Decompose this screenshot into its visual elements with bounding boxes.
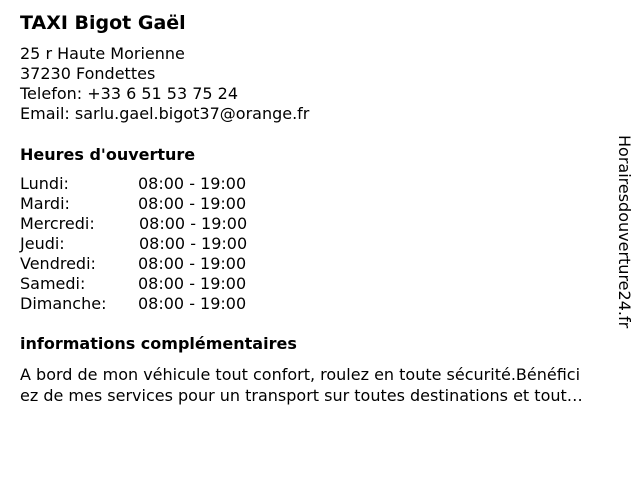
hours-day: Dimanche: — [20, 294, 107, 313]
hours-day: Lundi: — [20, 174, 69, 193]
hours-row-sunday — [20, 294, 320, 314]
hours-row-saturday — [20, 274, 320, 294]
hours-time: 08:00 - 19:00 — [138, 274, 247, 293]
hours-time: 08:00 - 19:00 — [138, 174, 247, 193]
email-line: Email: sarlu.gael.bigot37@orange.fr — [20, 104, 310, 123]
hours-table — [20, 174, 320, 314]
address-city: 37230 Fondettes — [20, 64, 156, 83]
hours-day: Jeudi: — [20, 234, 65, 253]
hours-row-friday — [20, 254, 320, 274]
hours-time: 08:00 - 19:00 — [139, 214, 248, 233]
contact-block — [20, 44, 309, 124]
info-description — [20, 364, 630, 406]
info-heading: informations complémentaires — [20, 334, 297, 353]
hours-time: 08:00 - 19:00 — [139, 234, 248, 253]
hours-row-thursday — [20, 234, 320, 254]
business-name: TAXI Bigot Gaël — [20, 12, 186, 34]
phone-line: Telefon: +33 6 51 53 75 24 — [20, 84, 239, 103]
hours-row-monday — [20, 174, 320, 194]
address-street: 25 r Haute Morienne — [20, 44, 185, 63]
hours-day: Mercredi: — [20, 214, 95, 233]
hours-day: Samedi: — [20, 274, 86, 293]
hours-time: 08:00 - 19:00 — [138, 254, 247, 273]
info-line-1: A bord de mon véhicule tout confort, roulez en toute sécurité.Bénéfici — [20, 365, 581, 384]
hours-heading: Heures d'ouverture — [20, 145, 196, 164]
hours-time: 08:00 - 19:00 — [138, 294, 247, 313]
info-line-2: ez de mes services pour un transport sur toutes destinations et tout… — [20, 386, 583, 405]
hours-day: Vendredi: — [20, 254, 96, 273]
site-watermark: Horairesdouverture24.fr — [615, 135, 634, 329]
hours-row-wednesday — [20, 214, 320, 234]
hours-day: Mardi: — [20, 194, 70, 213]
hours-row-tuesday — [20, 194, 320, 214]
hours-time: 08:00 - 19:00 — [138, 194, 247, 213]
